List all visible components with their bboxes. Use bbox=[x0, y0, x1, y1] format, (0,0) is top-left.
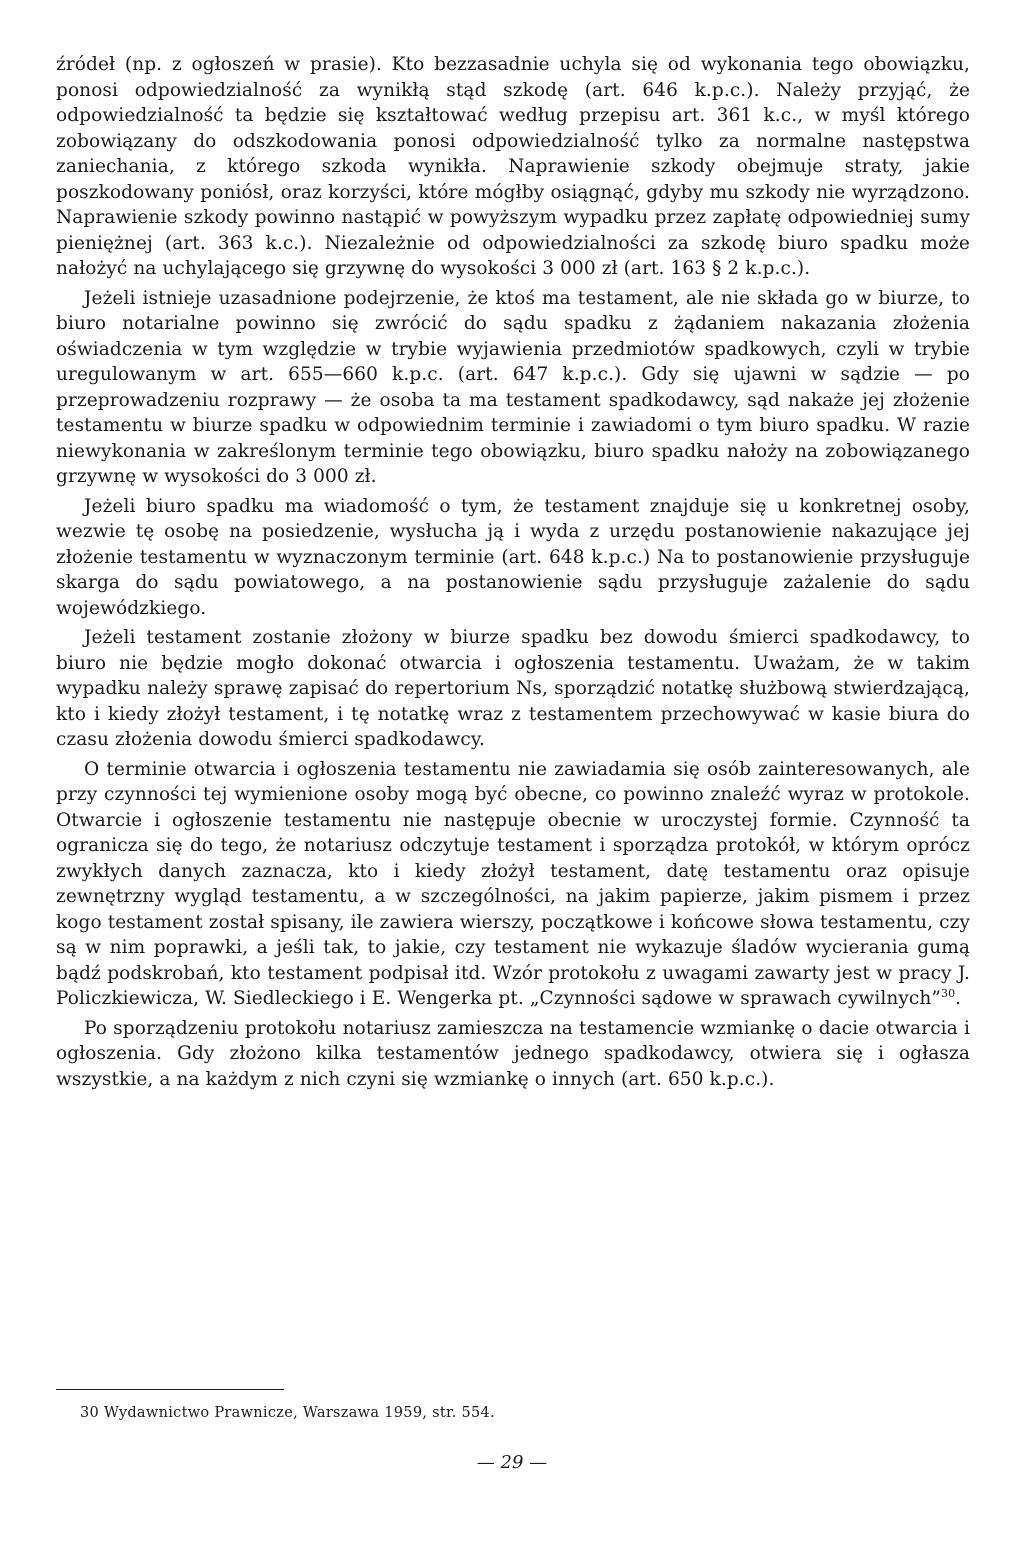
footnote-reference: 30 bbox=[940, 986, 956, 1000]
page-body bbox=[56, 52, 970, 1092]
paragraph-1: źródeł (np. z ogłoszeń w prasie). Kto bezzasadnie uchyla się od wykonania tego obowiązku, ponosi odpowiedzialność za wynikłą stąd szkodę (art. 646 k.p.c.). Należy przyjąć, że odpowiedzialność ta będzie się kształtować według przepisu art. 361 k.c., w myśl którego zobowiązany do odszkodowania ponosi odpowiedzialność tylko za normalne następstwa zaniechania, z którego szkoda wynikła. Naprawienie szkody obejmuje straty, jakie poszkodowany poniósł, oraz korzyści, które mógłby osiągnąć, gdyby mu szkody nie wyrządzono. Naprawienie szkody powinno nastąpić w powyższym wypadku przez zapłatę odpowiedniej sumy pieniężnej (art. 363 k.c.). Niezależnie od odpowiedzialności za szkodę biuro spadku może nałożyć na uchylającego się grzywnę do wysokości 3 000 zł (art. 163 § 2 k.p.c.). bbox=[56, 54, 970, 279]
footnote-divider bbox=[56, 1389, 284, 1390]
paragraph-5 bbox=[56, 757, 970, 1012]
paragraph-4: Jeżeli testament zostanie złożony w biurze spadku bez dowodu śmierci spadkodawcy, to biuro nie będzie mogło dokonać otwarcia i ogłoszenia testamentu. Uważam, że w takim wypadku należy sprawę zapisać do repertorium Ns, sporządzić notatkę służbową stwierdzającą, kto i kiedy złożył testament, i tę notatkę wraz z testamentem przechowywać w kasie biura do czasu złożenia dowodu śmierci spadkodawcy. bbox=[56, 627, 970, 750]
page-number: — 29 — bbox=[476, 1452, 548, 1473]
paragraph-3: Jeżeli biuro spadku ma wiadomość o tym, że testament znajduje się u konkretnej osoby, wezwie tę osobę na posiedzenie, wysłucha ją i wyda z urzędu postanowienie nakazujące jej złożenie testamentu w wyznaczonym terminie (art. 648 k.p.c.) Na to postanowienie przysługuje skarga do sądu powiatowego, a na postanowienie sądu przysługuje zażalenie do sądu wojewódzkiego. bbox=[56, 495, 970, 619]
footnote: 30 Wydawnictwo Prawnicze, Warszawa 1959, str. 554. bbox=[80, 1405, 495, 1421]
footnote-reference-suffix: . bbox=[955, 988, 962, 1009]
paragraph-2: Jeżeli istnieje uzasadnione podejrzenie, że ktoś ma testament, ale nie składa go w biurze, to biuro notarialne powinno się zwrócić do sądu spadku z żądaniem nakazania złożenia oświadczenia w tym względzie w trybie wyjawienia przedmiotów spadkowych, czyli w trybie uregulowanym w art. 655—660 k.p.c. (art. 647 k.p.c.). Gdy się ujawni w sądzie — po przeprowadzeniu rozprawy — że osoba ta ma testament spadkodawcy, sąd nakaże jej złożenie testamentu w biurze spadku w odpowiednim terminie i zawiadomi o tym biuro spadku. W razie niewykonania w zakreślonym terminie tego obowiązku, biuro spadku nałoży na zobowiązanego grzywnę w wysokości do 3 000 zł. bbox=[56, 287, 970, 487]
paragraph-5-text: O terminie otwarcia i ogłoszenia testamentu nie zawiadamia się osób zainteresowanych, ale przy czynności tej wymienione osoby mogą być obecne, co powinno znaleźć wyraz w protokole. Otwarcie i ogłoszenie testamentu nie następuje obecnie w uroczystej formie. Czynność ta ogranicza się do tego, że notariusz odczytuje testament i sporządza protokół, w którym oprócz zwykłych danych zaznacza, kto i kiedy złożył testament, datę testamentu oraz opisuje zewnętrzny wygląd testamentu, a w szczególności, na jakim papierze, jakim pismem i przez kogo testament został spisany, ile zawiera wierszy, początkowe i końcowe słowa testamentu, czy są w nim poprawki, a jeśli tak, to jakie, czy testament nie wykazuje śladów wycierania gumą bądź podskrobań, kto testament podpisał itd. Wzór protokołu z uwagami zawarty jest w pracy J. Policzkiewicza, W. Siedleckiego i E. Wengerka pt. „Czynności sądowe w sprawach cywilnych” bbox=[56, 758, 970, 1009]
paragraph-6: Po sporządzeniu protokołu notariusz zamieszcza na testamencie wzmiankę o dacie otwarcia i ogłoszenia. Gdy złożono kilka testamentów jednego spadkodawcy, otwiera się i ogłasza wszystkie, a na każdym z nich czyni się wzmiankę o innych (art. 650 k.p.c.). bbox=[56, 1017, 970, 1090]
